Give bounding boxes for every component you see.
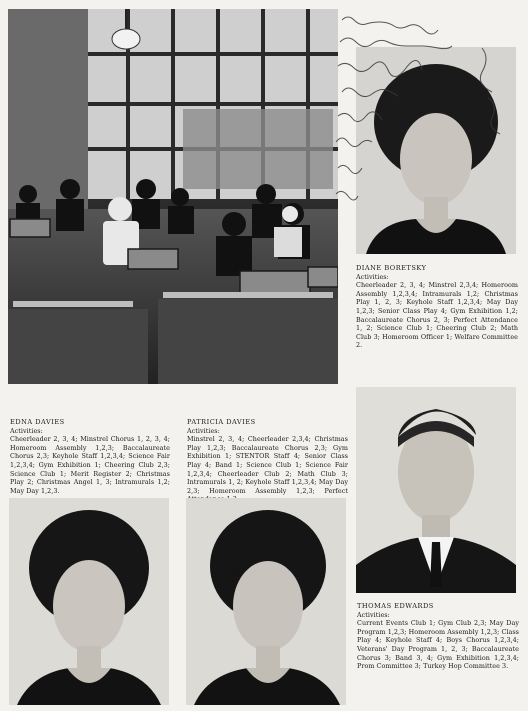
activities-heading: Activities:	[356, 272, 389, 281]
bio-patricia-davies	[187, 418, 348, 504]
classroom-photo	[8, 9, 338, 384]
portrait-thomas-edwards	[356, 387, 516, 593]
activities-heading: Activities:	[357, 610, 390, 619]
bio-edna-davies	[10, 418, 170, 495]
activities-text: Cheerleader 2, 3, 4; Minstrel Chorus 1, 2, 3, 4; Homeroom Assembly 1,2,3; Baccalaureate Chorus 2,3; Keyhole Staff 1,2,3,4; Science Fair 1,2,3,4; Gym Exhibition 1; Cheering Club 2,3; Science Club 1; Merit Register 2; Christmas Play 2; Christmas Angel 1, 3; Intramurals 1,2; May Day 1,2,3.	[10, 435, 170, 495]
student-name: PATRICIA DAVIES	[187, 418, 256, 426]
portrait-edna-davies	[9, 498, 169, 705]
student-name: EDNA DAVIES	[10, 418, 65, 426]
student-name: THOMAS EDWARDS	[357, 602, 434, 610]
student-name: DIANE BORETSKY	[356, 264, 427, 272]
bio-thomas-edwards	[357, 602, 519, 671]
activities-text: Minstrel 2, 3, 4; Cheerleader 2,3,4; Christmas Play 1,2,3; Baccalaureate Chorus 2,3; Gym Exhibition 1; STENTOR Staff 4; Senior Class Play 4; Band 1; Science Club 1; Science Fair 1,2,3,4; Cheerleader Club 2; Math Club 3; Intramurals 1, 2; Keyhole Staff 1,2,3,4; May Day 2,3; Homeroom Assembly 1,2,3; Perfect	[187, 435, 348, 495]
activities-heading: Activities:	[187, 426, 220, 435]
activities-text: Current Events Club 1; Gym Club 2,3; May Day Program 1,2,3; Homeroom Assembly 1,2,3; Class Play 4; Keyhole Staff 4; Boys Chorus 1,2,3,4; Veterans' Day Program 1, 2, 3; Baccalaureate Chorus 3; Band 3, 4; Gym Exhibition 1,2,3,4; Prom Committee 3; Turkey Hop Committee 3.	[357, 619, 519, 671]
bio-diane-boretsky	[356, 264, 518, 350]
activities-text: Cheerleader 2, 3, 4; Minstrel 2,3,4; Homeroom Assembly 1,2,3,4; Intramurals 1,2; Christmas Play 1, 2, 3; Keyhole Staff 1,2,3,4; May Day 1,2,3; Senior Class Play 4; Gym Exhibition 1,2; Baccalaureate Chorus 2, 3; Perfect Attendance 1, 2; Science Club 1; Cheering Club 2; Math Club 3; Homeroom Officer 1; Welfare Committee 2.	[356, 281, 518, 350]
portrait-patricia-davies	[186, 498, 346, 705]
activities-heading: Activities:	[10, 426, 43, 435]
portrait-diane-boretsky	[356, 47, 516, 254]
